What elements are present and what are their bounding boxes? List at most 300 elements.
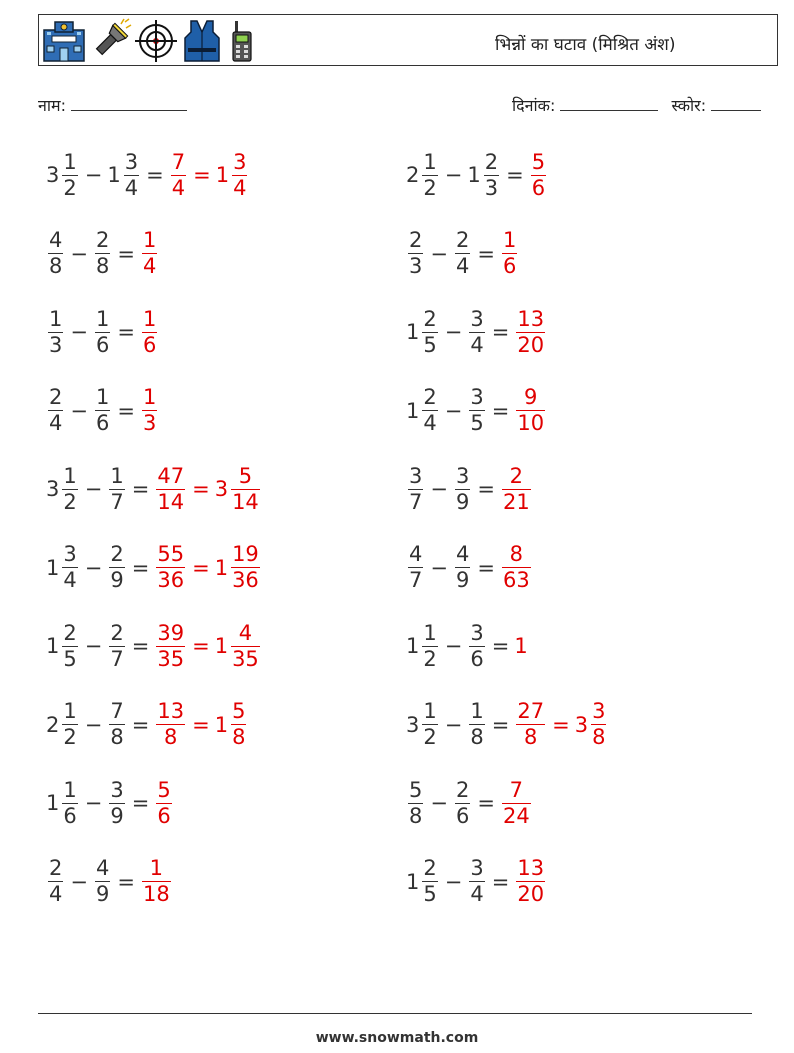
- minus-sign: −: [84, 712, 103, 737]
- mixed-number: [93, 856, 112, 907]
- mixed-number: [107, 150, 141, 201]
- equals-sign: =: [491, 320, 510, 344]
- mixed-number: [406, 699, 440, 750]
- minus-sign: −: [444, 320, 463, 344]
- problem-16: [406, 690, 608, 760]
- numerator: 2: [110, 620, 124, 645]
- numerator: 1: [49, 306, 63, 331]
- mixed-number: [453, 464, 472, 515]
- denominator: 5: [423, 332, 437, 357]
- mixed-number: [406, 150, 440, 201]
- fraction: [231, 542, 260, 593]
- mixed-number: [154, 621, 187, 672]
- equals-sign: =: [131, 555, 150, 580]
- numerator: 1: [63, 699, 77, 723]
- answer: [514, 307, 547, 358]
- numerator: 1: [95, 306, 110, 331]
- numerator: 5: [232, 699, 246, 723]
- fraction: [231, 621, 260, 672]
- denominator: 24: [502, 803, 530, 828]
- fraction: [156, 621, 185, 672]
- fraction: [142, 856, 171, 907]
- fraction: [455, 778, 470, 829]
- equals-sign: =: [192, 634, 210, 658]
- fraction: [484, 150, 499, 201]
- denominator: 2: [423, 175, 437, 200]
- mixed-number: [154, 778, 173, 829]
- whole-part: 1: [107, 163, 121, 187]
- denominator: 7: [110, 489, 124, 514]
- answer: [140, 228, 159, 279]
- fraction: [171, 150, 186, 201]
- problem-10: [406, 454, 533, 524]
- numerator: 3: [470, 385, 484, 409]
- answer: [529, 150, 548, 201]
- answer: [154, 542, 261, 593]
- denominator: 14: [232, 489, 259, 514]
- equals-sign: =: [131, 634, 150, 658]
- fraction: [516, 307, 545, 358]
- numerator: 8: [509, 542, 524, 566]
- denominator: 18: [142, 882, 170, 906]
- denominator: 4: [142, 254, 157, 278]
- minus-sign: −: [430, 791, 448, 815]
- numerator: 3: [110, 777, 124, 802]
- denominator: 20: [517, 332, 545, 357]
- numerator: 7: [171, 149, 186, 174]
- fraction: [62, 621, 77, 672]
- equals-sign: =: [477, 241, 495, 266]
- denominator: 6: [502, 254, 517, 278]
- equals-sign: =: [146, 163, 164, 187]
- whole-part: 1: [46, 555, 60, 580]
- mixed-number: [215, 464, 262, 515]
- fraction: [469, 856, 484, 907]
- answer: [140, 307, 159, 358]
- numerator: 3: [124, 149, 139, 174]
- denominator: 4: [455, 254, 470, 278]
- equals-sign: =: [192, 555, 210, 580]
- denominator: 8: [592, 725, 606, 749]
- whole-part: 3: [214, 477, 229, 501]
- minus-sign: −: [430, 477, 448, 501]
- problem-12: [406, 533, 533, 603]
- fraction: [469, 621, 484, 672]
- mixed-number: [140, 385, 159, 436]
- mixed-number: [406, 621, 440, 672]
- answer: [140, 856, 173, 907]
- numerator: 3: [470, 620, 484, 645]
- problem-20: [406, 847, 547, 917]
- problem-3: [46, 219, 159, 289]
- mixed-number: [514, 385, 547, 436]
- numerator: 1: [142, 228, 157, 252]
- denominator: 35: [157, 646, 185, 671]
- problem-2: [406, 140, 548, 210]
- denominator: 8: [470, 725, 484, 749]
- fraction: [422, 307, 437, 358]
- answer: [154, 621, 261, 672]
- footer-divider: [38, 1013, 752, 1014]
- numerator: 5: [409, 777, 423, 802]
- mixed-number: [467, 307, 486, 358]
- answer: [154, 699, 248, 750]
- denominator: 6: [95, 411, 110, 435]
- minus-sign: −: [430, 241, 448, 266]
- mixed-number: [215, 542, 262, 593]
- equals-sign: =: [131, 712, 150, 737]
- mixed-number: [107, 699, 126, 750]
- whole-part: 3: [46, 163, 60, 187]
- fraction: [156, 542, 185, 593]
- equals-sign: =: [491, 869, 510, 894]
- equals-sign: =: [506, 163, 524, 187]
- name-label: नाम:: [38, 96, 66, 115]
- mixed-number: [46, 699, 80, 750]
- minus-sign: −: [70, 398, 88, 423]
- denominator: 3: [409, 254, 423, 278]
- numerator: 2: [484, 149, 499, 174]
- whole-part: 1: [406, 634, 420, 658]
- fraction: [502, 228, 517, 279]
- denominator: 35: [232, 646, 259, 671]
- numerator: 5: [238, 463, 253, 488]
- numerator: 1: [423, 149, 437, 174]
- numerator: 1: [63, 149, 77, 174]
- minus-sign: −: [70, 241, 88, 266]
- mixed-number: [453, 542, 472, 593]
- numerator: 9: [524, 385, 538, 409]
- mixed-number: [529, 150, 548, 201]
- numerator: 2: [455, 777, 470, 802]
- fraction: [455, 542, 470, 593]
- numerator: 3: [409, 463, 423, 488]
- whole-part: 1: [514, 634, 528, 658]
- fraction: [408, 542, 423, 593]
- minus-sign: −: [444, 634, 463, 658]
- numerator: 55: [157, 542, 185, 566]
- mixed-number: [406, 385, 440, 436]
- equals-sign: =: [131, 791, 150, 815]
- equals-sign: =: [491, 712, 510, 737]
- minus-sign: −: [444, 398, 463, 423]
- denominator: 4: [49, 882, 63, 906]
- numerator: 4: [95, 856, 110, 880]
- mixed-number: [453, 778, 472, 829]
- numerator: 1: [423, 699, 437, 723]
- fraction: [95, 856, 110, 907]
- problem-13: [46, 611, 262, 681]
- fraction: [156, 778, 171, 829]
- mixed-number: [140, 307, 159, 358]
- mixed-number: [46, 464, 80, 515]
- fraction: [531, 150, 546, 201]
- problem-6: [406, 297, 547, 367]
- denominator: 5: [423, 882, 437, 906]
- denominator: 4: [470, 882, 484, 906]
- equals-sign: =: [117, 320, 135, 344]
- equals-sign: =: [192, 712, 210, 737]
- denominator: 4: [171, 175, 186, 200]
- mixed-number: [406, 228, 425, 279]
- minus-sign: −: [430, 555, 448, 580]
- numerator: 4: [455, 542, 470, 566]
- numerator: 1: [142, 306, 157, 331]
- problem-1: [46, 140, 249, 210]
- mixed-number: [514, 856, 547, 907]
- numerator: 39: [157, 620, 185, 645]
- denominator: 2: [63, 489, 77, 514]
- minus-sign: −: [84, 163, 103, 187]
- fraction: [124, 150, 139, 201]
- denominator: 21: [502, 489, 530, 514]
- whole-part: 3: [574, 712, 589, 737]
- denominator: 4: [233, 175, 247, 200]
- fraction: [502, 464, 531, 515]
- mixed-number: [215, 621, 262, 672]
- fraction: [408, 464, 423, 515]
- problem-8: [406, 376, 547, 446]
- answer: [500, 464, 533, 515]
- minus-sign: −: [444, 712, 463, 737]
- denominator: 4: [423, 411, 437, 435]
- fraction: [422, 150, 437, 201]
- equals-sign: =: [477, 555, 495, 580]
- fraction: [591, 699, 606, 750]
- mixed-number: [406, 778, 425, 829]
- denominator: 4: [124, 175, 139, 200]
- mixed-number: [46, 307, 65, 358]
- fraction: [48, 856, 63, 907]
- mixed-number: [154, 699, 187, 750]
- fraction: [469, 385, 484, 436]
- mixed-number: [406, 542, 425, 593]
- mixed-number: [46, 150, 80, 201]
- fraction: [156, 699, 185, 750]
- fraction: [109, 699, 124, 750]
- numerator: 3: [470, 856, 484, 880]
- answer: [154, 778, 173, 829]
- fraction: [408, 228, 423, 279]
- numerator: 2: [63, 620, 77, 645]
- whole-part: 1: [214, 634, 229, 658]
- denominator: 7: [409, 568, 423, 592]
- mixed-number: [453, 228, 472, 279]
- fraction: [455, 464, 470, 515]
- denominator: 10: [517, 411, 545, 435]
- worksheet-title: भिन्नों का घटाव (मिश्रित अंश): [495, 35, 676, 55]
- fraction: [231, 699, 246, 750]
- numerator: 2: [423, 306, 437, 331]
- denominator: 14: [157, 489, 185, 514]
- denominator: 8: [409, 803, 423, 828]
- numerator: 13: [517, 306, 545, 331]
- denominator: 5: [63, 646, 77, 671]
- numerator: 47: [157, 463, 185, 488]
- score-label: स्कोर:: [671, 96, 707, 115]
- numerator: 3: [455, 463, 470, 488]
- numerator: 7: [509, 777, 524, 802]
- mixed-number: [467, 699, 486, 750]
- denominator: 36: [232, 568, 259, 592]
- denominator: 3: [49, 332, 63, 357]
- problem-18: [406, 768, 533, 838]
- mixed-number: [154, 464, 187, 515]
- mixed-number: [514, 634, 528, 658]
- denominator: 8: [110, 725, 124, 749]
- minus-sign: −: [84, 555, 103, 580]
- equals-sign: =: [192, 477, 210, 501]
- problem-5: [46, 297, 159, 367]
- whole-part: 3: [406, 712, 420, 737]
- mixed-number: [107, 778, 126, 829]
- denominator: 4: [63, 568, 77, 592]
- footer-url: www.snowmath.com: [315, 1030, 479, 1046]
- numerator: 4: [49, 228, 63, 252]
- denominator: 5: [470, 411, 484, 435]
- numerator: 2: [49, 385, 63, 409]
- mixed-number: [215, 699, 249, 750]
- numerator: 4: [409, 542, 423, 566]
- whole-part: 1: [215, 163, 230, 187]
- numerator: 2: [423, 856, 437, 880]
- mixed-number: [140, 228, 159, 279]
- fraction: [142, 385, 157, 436]
- equals-sign: =: [477, 477, 495, 501]
- answer: [514, 856, 547, 907]
- mixed-number: [46, 621, 80, 672]
- mixed-number: [46, 228, 65, 279]
- numerator: 19: [232, 542, 259, 566]
- denominator: 2: [63, 725, 77, 749]
- numerator: 27: [517, 699, 545, 723]
- numerator: 1: [63, 463, 77, 488]
- denominator: 6: [157, 803, 171, 828]
- mixed-number: [46, 856, 65, 907]
- whole-part: 1: [406, 869, 420, 894]
- problem-14: [406, 611, 529, 681]
- whole-part: 1: [467, 163, 481, 187]
- numerator: 1: [142, 385, 157, 409]
- mixed-number: [216, 150, 250, 201]
- denominator: 6: [470, 646, 484, 671]
- fraction: [142, 307, 157, 358]
- answer: [500, 778, 533, 829]
- denominator: 8: [232, 725, 246, 749]
- denominator: 9: [455, 568, 470, 592]
- denominator: 2: [63, 175, 77, 200]
- numerator: 1: [149, 856, 164, 880]
- equals-sign: =: [117, 869, 135, 894]
- mixed-number: [467, 856, 486, 907]
- equals-sign: =: [131, 477, 150, 501]
- mixed-number: [467, 150, 501, 201]
- fraction: [422, 856, 437, 907]
- minus-sign: −: [70, 869, 88, 894]
- whole-part: 2: [406, 163, 420, 187]
- minus-sign: −: [444, 163, 463, 187]
- fraction: [95, 385, 110, 436]
- fraction: [156, 464, 185, 515]
- minus-sign: −: [84, 791, 103, 815]
- numerator: 1: [63, 777, 77, 802]
- mixed-number: [140, 856, 173, 907]
- problem-17: [46, 768, 174, 838]
- equals-sign: =: [193, 163, 211, 187]
- mixed-number: [93, 307, 112, 358]
- numerator: 2: [409, 228, 423, 252]
- mixed-number: [467, 385, 486, 436]
- denominator: 6: [63, 803, 77, 828]
- denominator: 8: [164, 725, 178, 749]
- denominator: 7: [409, 489, 423, 514]
- mixed-number: [406, 464, 425, 515]
- fraction: [502, 778, 531, 829]
- answer: [154, 464, 261, 515]
- mixed-number: [514, 307, 547, 358]
- fraction: [62, 464, 77, 515]
- answer: [514, 634, 528, 658]
- problem-9: [46, 454, 262, 524]
- answer: [514, 699, 608, 750]
- fraction: [48, 228, 63, 279]
- mixed-number: [46, 542, 80, 593]
- denominator: 20: [517, 882, 545, 906]
- fraction: [48, 307, 63, 358]
- fraction: [62, 150, 77, 201]
- numerator: 4: [238, 620, 253, 645]
- fraction: [469, 307, 484, 358]
- denominator: 9: [455, 489, 470, 514]
- problem-4: [406, 219, 519, 289]
- fraction: [48, 385, 63, 436]
- numerator: 3: [233, 149, 247, 174]
- numerator: 2: [423, 385, 437, 409]
- numerator: 5: [531, 149, 546, 174]
- mixed-number: [93, 385, 112, 436]
- whole-part: 1: [46, 634, 60, 658]
- fraction: [455, 228, 470, 279]
- numerator: 2: [455, 228, 470, 252]
- numerator: 7: [110, 699, 124, 723]
- minus-sign: −: [70, 320, 88, 344]
- denominator: 6: [531, 175, 546, 200]
- fraction: [109, 542, 124, 593]
- answer: [140, 385, 159, 436]
- whole-part: 1: [214, 555, 229, 580]
- problem-15: [46, 690, 248, 760]
- fraction: [62, 699, 77, 750]
- mixed-number: [46, 778, 80, 829]
- mixed-number: [514, 699, 547, 750]
- numerator: 13: [517, 856, 545, 880]
- denominator: 6: [95, 332, 110, 357]
- mixed-number: [467, 621, 486, 672]
- denominator: 9: [95, 882, 110, 906]
- numerator: 3: [63, 542, 77, 566]
- fraction: [62, 542, 77, 593]
- fraction: [502, 542, 531, 593]
- fraction: [232, 150, 247, 201]
- denominator: 63: [502, 568, 530, 592]
- numerator: 13: [157, 699, 185, 723]
- mixed-number: [500, 228, 519, 279]
- numerator: 3: [592, 699, 606, 723]
- denominator: 8: [95, 254, 110, 278]
- denominator: 2: [423, 646, 437, 671]
- mixed-number: [575, 699, 609, 750]
- problem-11: [46, 533, 262, 603]
